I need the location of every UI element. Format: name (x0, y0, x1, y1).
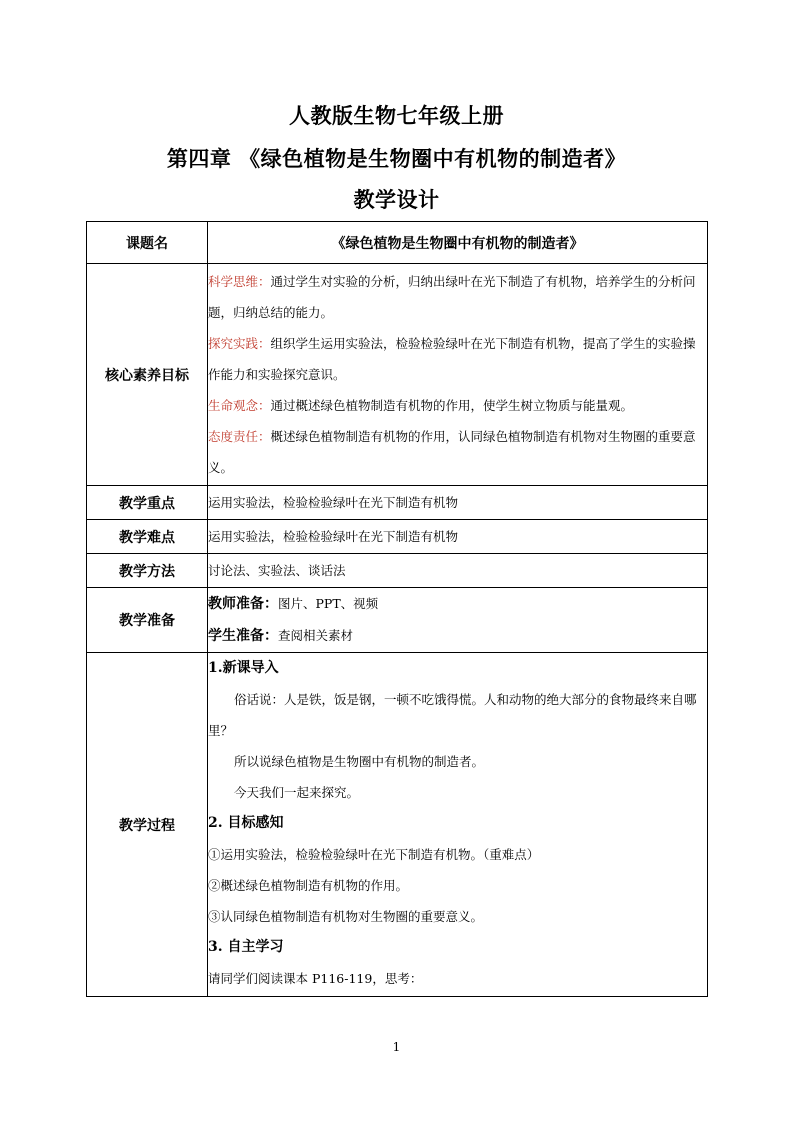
section-heading: 2. 目标感知 (208, 815, 284, 831)
goal-tag: 态度责任： (208, 429, 271, 444)
goal-tag: 科学思维： (208, 274, 271, 289)
goal-tag: 探究实践： (208, 336, 271, 351)
goal-tag: 生命观念： (208, 398, 271, 413)
teacher-prep-label: 教师准备： (208, 596, 278, 612)
document-subtitle: 教学设计 (353, 187, 440, 212)
goal-list-item: ①运用实验法，检验检验绿叶在光下制造有机物。（重难点） (208, 847, 540, 862)
goal-text: 组织学生运用实验法，检验检验绿叶在光下制造有机物，提高了学生的实验操作能力和实验探究意识。 (208, 336, 696, 382)
paragraph: 俗话说：人是铁，饭是钢，一顿不吃饿得慌。人和动物的绝大部分的食物最终来自哪里？ (208, 692, 697, 738)
row-label: 教学方法 (87, 554, 208, 588)
prep-cell (208, 588, 708, 653)
table-row (87, 264, 708, 486)
row-label: 教学难点 (87, 520, 208, 554)
teacher-prep (208, 588, 707, 620)
table-row (87, 588, 708, 653)
page-number: 1 (392, 1040, 401, 1054)
paragraph: 今天我们一起来探究。 (234, 785, 360, 800)
student-prep-label: 学生准备： (208, 628, 278, 644)
goal-text: 概述绿色植物制造有机物的作用，认同绿色植物制造有机物对生物圈的重要意义。 (208, 429, 696, 475)
goal-list-item: ③认同绿色植物制造有机物对生物圈的重要意义。 (208, 909, 484, 924)
goal-item (208, 390, 707, 421)
key-point-cell: 运用实验法，检验检验绿叶在光下制造有机物 (208, 486, 708, 520)
goal-text: 通过概述绿色植物制造有机物的作用，使学生树立物质与能量观。 (270, 398, 634, 413)
process-cell (208, 653, 708, 997)
paragraph: 所以说绿色植物是生物圈中有机物的制造者。 (234, 754, 485, 769)
section-heading: 3. 自主学习 (208, 939, 284, 955)
row-label: 核心素养目标 (87, 264, 208, 486)
document-title: 人教版生物七年级上册 (289, 103, 504, 128)
row-label: 教学过程 (87, 653, 208, 997)
chapter-title: 第四章 《绿色植物是生物圈中有机物的制造者》 (166, 146, 627, 171)
method-cell: 讨论法、实验法、谈话法 (208, 554, 708, 588)
row-label: 教学准备 (87, 588, 208, 653)
table-row (87, 486, 708, 520)
table-row (87, 222, 708, 264)
lesson-plan-table (86, 221, 708, 997)
lesson-title-cell: 《绿色植物是生物圈中有机物的制造者》 (208, 222, 708, 264)
teacher-prep-value: 图片、PPT、视频 (278, 596, 379, 611)
goal-item (208, 328, 707, 390)
row-label: 课题名 (87, 222, 208, 264)
goal-item (208, 266, 707, 328)
goal-list-item: ②概述绿色植物制造有机物的作用。 (208, 878, 409, 893)
row-label: 教学重点 (87, 486, 208, 520)
student-prep (208, 620, 707, 652)
student-prep-value: 查阅相关素材 (278, 628, 354, 643)
table-row (87, 520, 708, 554)
section-heading: 1.新课导入 (208, 660, 279, 676)
goal-item (208, 421, 707, 483)
difficulty-cell: 运用实验法，检验检验绿叶在光下制造有机物 (208, 520, 708, 554)
table-row (87, 554, 708, 588)
table-row (87, 653, 708, 997)
paragraph: 请同学们阅读课本 P116-119，思考： (208, 971, 423, 986)
goal-text: 通过学生对实验的分析，归纳出绿叶在光下制造了有机物，培养学生的分析问题，归纳总结的能力。 (208, 274, 696, 320)
core-goals-cell (208, 264, 708, 486)
